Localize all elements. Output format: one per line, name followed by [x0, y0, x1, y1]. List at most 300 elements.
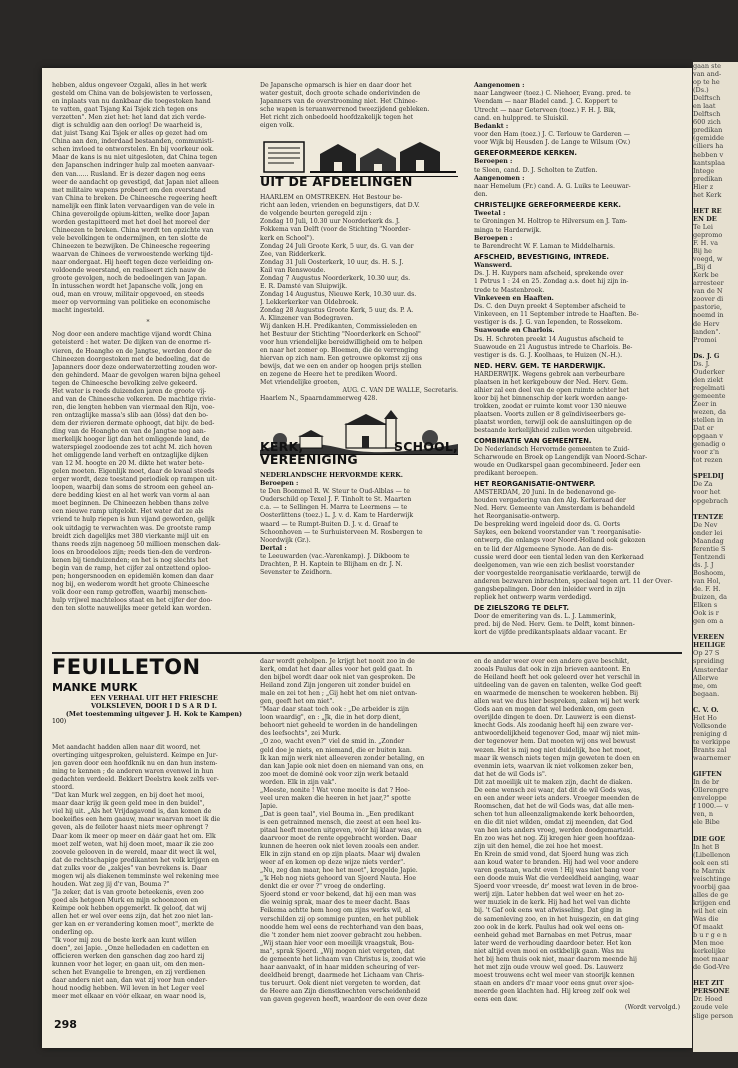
story-line: "Maar daar staat toch ook : „De arbeider is zijn [260, 706, 409, 714]
text-line: Sevenster te Zeidhorn. [260, 569, 332, 577]
edge-text-line: „Bij d [693, 263, 712, 272]
edge-text-line: Dat er [693, 424, 714, 433]
continued-note: (Wordt vervolgd.) [624, 1004, 680, 1012]
feuilleton-divider [52, 652, 682, 654]
story-line: „Dat is geen taal", viel Bouma in. „Een predikant [260, 810, 414, 818]
edge-text-line: van and- [693, 70, 722, 79]
edge-text-line: Ollerengre [693, 786, 729, 795]
text-line: Oosterlittens (toez.) L. J. v. d. Kam te Harderwijk [260, 512, 414, 520]
subsection-label: Beroepen : [474, 234, 513, 242]
kerk-beroepen-label: Beroepen : [260, 479, 299, 487]
text-line: Ouderschild op Texel J. F. Tinholt te St. Maarten [260, 496, 412, 504]
edge-text-line: Boshoom, [693, 568, 726, 577]
edge-text-line: Ds. J. [693, 359, 710, 368]
story-line: kunnen voor het leger, en gaan uit, om den men- [52, 961, 205, 969]
text-line: kenen bij tienduizenden; en het is nog slechts het [52, 556, 208, 564]
feuilleton-column-2 [260, 658, 466, 1004]
subsection-label: Tweetal : [474, 210, 506, 218]
text-line: den gehinderd. Maar de gevolgen waren bijna geheel [52, 371, 221, 379]
section-heading: AFSCHEID, BEVESTIGING, INTREDE. [474, 253, 609, 261]
story-line: later werd de verhouding daardoor beter. Het kon [474, 939, 632, 947]
story-line: goed als hetgeen Murk en mijn schoonzoon en [52, 896, 199, 904]
story-line: mogen wij als diakenen temminste wel rekening mee [52, 872, 219, 880]
edge-text-line: Of maakt [693, 923, 724, 932]
story-line: maar daar krijg ik geen geld mee in den buidel", [52, 800, 205, 808]
text-line: volk door een ramp getroffen, waarbij menschen- [52, 588, 208, 596]
text-line: met militaire wapens probeert om den overstand [52, 186, 206, 194]
story-line: knecht Gods. Als zoodanig heeft hij een zware ver- [474, 722, 634, 730]
edge-text-line: b u r g e n [693, 931, 727, 940]
text-line: Chineezen te bezwijken. De Chineesche regeering [52, 242, 211, 250]
story-line: geld doe je niets, en niemand, die er buiten kan. [260, 746, 412, 754]
edge-text-line: F. H. va [693, 239, 718, 248]
text-line: het Bestuur der Stichting "Noorderkerk en School" [260, 331, 421, 339]
text-line: te vatten, gaat Tsjang Kai Tsjek zich tegen ons [52, 106, 198, 114]
edge-text-line: stellen in [693, 416, 724, 425]
text-line: Utrecht — naar Geterveen (toez.) F. H. J. Bik, [474, 106, 616, 114]
text-line: oud, man en vrouw, militair opgevoed, en steeds [52, 291, 205, 299]
story-line: De eene wensch zei waar, dat dit de wil Gods was, [474, 786, 633, 794]
kerk-beroepen-text [260, 488, 458, 544]
edge-text-line: regelmati [693, 383, 725, 392]
text-line: Zondag 31 Juli Oosterkerk, 10 uur, ds. H. S. J. [260, 258, 404, 266]
text-line: minga te Harderwijk. [474, 226, 542, 234]
text-line: Fokkema van Delft (voor de Stichting "Noorder- [260, 226, 411, 234]
text-line: cussie werd door een tiental leden van den Kerkeraad [474, 553, 644, 561]
text-line: repliek het ontwerp warm verdedigd. [474, 593, 592, 601]
edge-text-line: tot rezen [693, 456, 723, 465]
story-line: des leefsochts", zei Murk. [260, 730, 342, 738]
page-number: 298 [54, 1018, 77, 1031]
text-line: den. [474, 191, 488, 198]
story-line: Heiland zond Zijn jongeren uit zonder buidel en [260, 682, 411, 690]
edge-text-line: reniging d [693, 729, 728, 738]
edge-text-line: voor z'n [693, 448, 720, 457]
story-line: overtinging uitgesproken, geluisterd. Keimpe en Jur- [52, 752, 218, 760]
text-line: worden gestapitteerd met het doel het moreel der [52, 218, 210, 226]
story-line: "Ja zeker, dat is van groote beteekenis, even zoo [52, 888, 204, 896]
story-line: Dit zat moeilijk uit te maken zijn, dacht de diaken. [474, 778, 633, 786]
edge-text-line: VEREEN [693, 633, 725, 642]
installment-number: 100) [52, 718, 67, 725]
text-line: anderen bezwaren inbrachten, speciaal tegen art. 11 der Over- [474, 577, 673, 585]
edge-text-line: gen om a [693, 617, 724, 626]
text-line: te Barendrecht W. F. Laman te Middelharnis. [474, 242, 615, 250]
text-line: moet beginnen. De Chineezen hebben thans zelve [52, 500, 209, 508]
text-line: gelen moeten. Eigenlijk moet, daar de kwaal steeds [52, 468, 215, 476]
text-line: te Groningen M. Holtrop te Hilversum en J. Tam- [474, 218, 628, 226]
subsection-label: Beroepen : [474, 158, 513, 166]
text-line: woude en Oudkarspel gaan gecombineerd. Jeder een [474, 462, 641, 470]
edge-text-line: van de N [693, 287, 723, 296]
story-line: antwoordelijkheid tegenover God, maar wij niet min- [474, 730, 641, 738]
story-line: eens een daw. [474, 995, 518, 1003]
text-line: dere bedding kiest en al het werk van vorm al aan [52, 492, 210, 500]
story-line: zooals Paulus dat ook in zijn brieven aantoont. En [474, 666, 631, 674]
text-line: voldoende weerstand, en realiseert zich nauw de [52, 267, 206, 275]
feuilleton-header [52, 656, 256, 726]
story-line: dan kan Japie ook niet doen en niemand van ons, en [260, 762, 424, 770]
text-line: Zondag 24 Juli Groote Kerk, 5 uur, ds. G. van der [260, 242, 414, 250]
edge-text-line: TENTZE [693, 512, 724, 521]
text-line: hiervan op zich nam. Een getrouwe opkomst zij ons [260, 355, 423, 363]
text-line: Drachten, P. H. Kaptein te Blijham en dr. J. N. [260, 561, 403, 569]
edge-text-line: begaan. [693, 689, 720, 698]
story-line: allen wat we dus hier bespreken, zaken wij het werk [474, 698, 640, 706]
kerk-dertal-text [260, 553, 458, 577]
story-line: loon waardig", en : „Jk, die in het dorp dient, [260, 714, 401, 722]
story-line: die 't zonder hem niet zoover gebracht zou hebben. [260, 931, 422, 939]
story-line: eenheid gehad met Barnabas en met Petrus, maar [474, 931, 632, 939]
story-line: viel hij uit. „Als het Vrijdagavond is, dan komen de [52, 808, 212, 816]
edge-text-line: gemeente [693, 391, 726, 400]
story-line: aan koud water te branden. Hij had wel voor andere [474, 859, 639, 867]
story-line: niet altijd even mooi en ostkbelijk gaan. Was nu [474, 947, 624, 955]
edge-text-line: voegd, w [693, 255, 723, 264]
text-line: houden vergadering van den Alg. Kerkeraad der [474, 497, 626, 505]
section-divider: * [146, 319, 150, 327]
text-line: breidt zich dagelijks met 380 vierkante mijl uit en [52, 532, 209, 540]
story-line: staan en anders d'r maar voor eens gnut over sjoe- [474, 979, 634, 987]
text-line: van China te breken. De Chineesche regeering heeft [52, 194, 218, 202]
text-line: ook uitdagig te verwachten was. De grootste ramp [52, 524, 212, 532]
text-line: kort de vijfde predikantsplaats aldaar vacant. Er [474, 628, 627, 636]
edge-text-line: De Nev [693, 520, 718, 529]
story-line: gen, geeft het om niet". [260, 698, 335, 706]
edge-text-line: Bij he [693, 247, 712, 256]
text-line: den Japanschen indringer hulp zal moeten aanvaar- [52, 162, 215, 170]
text-line: 1 Petrus 1 : 24 en 25. Zondag a.s. doet hij zijn in- [474, 278, 629, 286]
story-line: en die dit niet wilden, omdat zij meenden, dat God [474, 818, 633, 826]
column-1 [52, 82, 244, 613]
edge-text-line: C. V. O. [693, 705, 719, 714]
edge-text-line: op te he [693, 78, 720, 87]
story-line: van hen iets anders vroeg, werden doodgemarteld. [474, 826, 635, 834]
afdeelingen-text [260, 194, 458, 387]
text-line: en te lid der Algemeene Synode. Aan de dis- [474, 545, 613, 553]
text-line: kerk en School"). [260, 234, 315, 242]
story-line: de samenleving zoo, en in het huisgezin, en dat ging [474, 915, 639, 923]
story-line: daar anders niet aan, dan wat zij voor hun onder- [52, 977, 208, 985]
edge-text-line: Ouderker [693, 367, 725, 376]
text-line: te Sleen, cand. D. J. Scholten te Zutfen. [474, 166, 598, 174]
edge-text-line [693, 505, 738, 513]
story-line: Ik kan mijn werk niet alleeveren zonder betaling, en [260, 754, 425, 762]
text-line: geteisterd : het water. De dijken van de enorme ri- [52, 339, 211, 347]
text-line: pen; hongersnooden en epidemiën komen dan daar [52, 572, 214, 580]
story-line: en een ander weer iets anders. Vroeger meenden de [474, 794, 640, 802]
story-line: houd noodig hebben. Wil leven in het Leger veel [52, 985, 205, 993]
story-line: die weinig sprak, maar des te meer dacht. Baas [260, 899, 410, 907]
text-line: De Nederlandsch Hervormde gemeenten te Zuid- [474, 446, 630, 454]
edge-text-line: predikan [693, 174, 723, 183]
story-line: bij. 't Gaf ook eens wat afwisseling. Dat ging in [474, 907, 622, 915]
text-line: Chineezen te breken. China wordt ten opzichte van [52, 226, 214, 234]
column-3 [474, 82, 680, 637]
edge-text-line: ds. J. J [693, 560, 714, 569]
story-line: "Ik voor mij zou de beste kerk aan kunt willen [52, 937, 197, 945]
story-line: gedachten verdeeld. Bekkert Deelstra keek zelfs ver- [52, 776, 219, 784]
story-subtitle-2: VOLKSLEVEN, DOOR I D S A R D I. [91, 702, 217, 710]
text-line: Kail van Renswoude. [260, 266, 326, 274]
edge-text-line: gaan ste [693, 62, 721, 70]
text-line: AMSTERDAM, 20 Juni. In de bedenavond ge- [474, 489, 616, 497]
edge-text-line: Te Lei [693, 222, 713, 231]
story-line: geven, als de feiloter haast niets meer ophrengt ? [52, 824, 209, 832]
story-line: werij zijn. Later hebben dat wel weer en het zo- [474, 891, 625, 899]
story-line: allen het er wel over eens zijn, dat het zoo niet lan- [52, 912, 213, 920]
edge-text-line: voor het [693, 488, 721, 497]
story-line: deeldheid brengt, daarmede het Lichaam van Chris- [260, 971, 425, 979]
edge-text-line: Het Ho [693, 713, 717, 722]
edge-text-line: van Hol, [693, 577, 721, 585]
text-line: J. Lekkerkerker van Oldebroek. [260, 298, 359, 306]
story-line: de Heere aan Zijn dienstknechten verscheidenheid [260, 987, 421, 995]
text-line: cand. en hulppred. te Sluiskil. [474, 114, 569, 122]
afdeelingen-banner [260, 136, 458, 188]
story-line: Roomschen, dat het de wil Gods was, dat alle men- [474, 802, 635, 810]
story-line: Met aandacht hadden allen naar dit woord, net [52, 744, 201, 751]
edge-text-line: buizen, da [693, 593, 728, 602]
edge-text-line [693, 762, 738, 770]
adjacent-page-edge [693, 62, 738, 1052]
text-line: vieren, de Hoangho en de Jangtse, werden door de [52, 347, 212, 355]
subsection-label: Aangenomen : [474, 82, 525, 89]
text-line: predikant beroepen. [474, 470, 538, 478]
text-line: een nieuwe ramp uitgelokt. Het water dat ze als [52, 508, 204, 516]
text-line: plaatst worden, terwijl ook de aansluitingen op de [474, 418, 632, 426]
edge-text-line: de. F. H. [693, 585, 721, 594]
edge-text-line: me, om [693, 681, 718, 690]
text-line: HAARLEM en OMSTREKEN. Het Bestour be- [260, 194, 403, 202]
edge-text-line: wil het ein [693, 906, 728, 915]
text-line: digt is schuldig aan den oorlog! De waarheid is, [52, 122, 203, 130]
edge-text-line: voorbij gaa [693, 882, 730, 891]
text-line: Het water is reeds duizenden jaren de groote vij- [52, 387, 207, 395]
text-line: begin van de ramp, het cijfer zal ontzettend oploo- [52, 564, 211, 572]
story-line: houden. Wat zeg jij d'r van, Bouma ?" [52, 880, 170, 888]
edge-text-line: en laat [693, 102, 716, 111]
story-line: "Dat kan Murk wel zeggen, en bij doet het mooi, [52, 792, 205, 800]
text-line: erger wordt, deze toestand periodiek op rampen uit- [52, 476, 218, 484]
edge-text-line: Dr. Hoed [693, 995, 723, 1004]
text-line: namelijk een flink laten vervaardigen van de vele in [52, 202, 215, 210]
text-line: vele bevolkingen te ondermijnen, en ten slotte de [52, 234, 208, 242]
section-heading: CHRISTELIJKE GEREFORMEERDE KERK. [474, 201, 621, 210]
text-line: China geveroilgde opium-kitten, welke door Japan [52, 210, 210, 218]
text-line: Zondag 7 Augustus Noorderkerk, 10.30 uur, ds. [260, 274, 411, 282]
story-line: „Nu, zeg dan maar, hoe het moet", krogelde Japie. [260, 867, 418, 875]
text-line: verzetten". Men ziet het: het land dat zich verde- [52, 114, 207, 122]
text-line: plaatsen in het kerkgebouw der Ned. Herv. Gem. [474, 378, 628, 386]
text-line: Ds. J. H. Kuypers nam afscheid, sprekende over [474, 270, 624, 278]
story-line: kerk, omdat het daar alles voor het geld gaat. In [260, 666, 413, 674]
text-line: Zondag 28 Augustus Groote Kerk, 5 uur, ds. P. A. [260, 306, 414, 314]
story-line: ma", sprak Sjoerd. „Wij mogen niet vergeten, dat [260, 947, 415, 955]
story-line: der tegenover hem. Dat moeten wij ons wel bewust [474, 738, 636, 746]
text-line: plaatsen. Voorts zullen er 8 geïndiviseerbers ge- [474, 410, 626, 418]
story-line: male en zei tot hen ; „Gij hebt het om niet ontvan- [260, 690, 418, 698]
edge-text-line: Zeer in [693, 399, 717, 408]
story-line: wer muziek in de kerk. Hij had het wel van dichte [474, 899, 631, 907]
text-line: hulp vrijwel machteloos staat en het cijfer der doo- [52, 596, 213, 604]
text-line: hebben, aldus ongeveer Ozgaki, alles in het werk [52, 82, 207, 89]
text-line: macht ingesteld. [52, 307, 105, 315]
text-line: c.a. — te Sellingen H. Marra te Leermens — te [260, 504, 408, 512]
text-line: richt aan leden, vrienden en begunstigers, dat D.V. [260, 202, 420, 210]
edge-text-line: zoude vele [693, 1003, 729, 1012]
feuilleton-title: FEUILLETON [52, 655, 201, 679]
edge-text-line: moet maar [693, 955, 729, 964]
story-line: Daar kom ik meer op meer en dáár gaat het om. Elk [52, 832, 216, 840]
text-line: dat juist Tsang Kai Tsjek er alles op gezet had om [52, 130, 208, 138]
story-line: Japie. [260, 802, 278, 810]
subsection-label: Suawoude en Charlois. [474, 327, 555, 335]
edge-text-line: Allerwe [693, 673, 719, 682]
story-line: Sjoerd stond er voor bekend, dat hij een man was [260, 891, 416, 899]
story-line: dat het de wil Gods is". [474, 770, 547, 778]
kerk-banner [260, 410, 458, 466]
story-line: denkt die er over ?" vroeg de onderling. [260, 883, 386, 891]
kerk-heading: KERK, SCHOOL, VEREENIGING [260, 438, 458, 467]
text-line: tegen de Chineesche bevolking zelve gekeerd. [52, 379, 198, 387]
story-line: meer met elkaar en vóór elkaar, en waar nood is, [52, 993, 206, 1001]
story-line: en waarmede de menschen te woekeren hebben. Bij [474, 690, 639, 698]
text-line: Zee, van Ridderkerk. [260, 250, 326, 258]
text-line: de volgende beurten geregeld zijn : [260, 210, 372, 218]
story-title: MANKE MURK [52, 681, 138, 694]
edge-text-line: Op 27 S [693, 649, 720, 658]
text-line: A. Klinzener van Bodegraven. [260, 314, 354, 322]
edge-text-line: ciliers ha [693, 142, 724, 151]
text-line: Maar de kans is nu niet uitgesloten, dat China tegen [52, 154, 218, 162]
edge-text-line: Tentzendi [693, 552, 726, 561]
text-line: merkelijk hooger ligt dan het omliggende land, de [52, 436, 210, 444]
story-line: en de ander weer over een andere gave beschikt, [474, 658, 630, 665]
text-line: naar Hemelum (Fr.) cand. A. G. Luiks te Leeuwar- [474, 182, 631, 190]
kerk-dertal-label: Dertal : [260, 544, 287, 552]
story-line: schen tot hun alleenzaligmakende kerk behoorden, [474, 810, 635, 818]
edge-text-line: onder lei [693, 528, 723, 537]
story-line: is een getrainned mensch, die zeest at een heel ku- [260, 818, 422, 826]
text-line: Zondag 10 Juli, 10.30 uur Noorderkerk ds. J. [260, 218, 400, 226]
edge-text-line: wezen, da [693, 408, 727, 417]
text-line: water gestuit, doch groote schade onderivinden de [260, 90, 421, 98]
text-line: Noordwijk (Gr.). [260, 536, 311, 544]
edge-text-line: Brants zal [693, 745, 727, 754]
afdeelingen-signature: AUG. C. VAN DE WALLE, Secretaris. [342, 387, 458, 395]
text-line: trokken, zoodat er ruimte komt voor 130 nieuwe [474, 402, 627, 410]
text-line: en zegene de Heere het te prediken Woord. [260, 371, 398, 379]
text-line: Chineezen doorgestoken met de bedoeling, dat de [52, 355, 210, 363]
text-line: van 12 M. hoogte en 20 M. dikte het water bete- [52, 460, 205, 468]
edge-text-line: HEILIGE [693, 641, 726, 650]
edge-text-line: krijgen end [693, 898, 731, 907]
text-line: Ned. Herv. Gemeente van Amsterdam is behandeld [474, 505, 635, 513]
edge-text-line: enveloppe [693, 794, 727, 803]
edge-text-line [693, 971, 738, 979]
text-line: De bespreking werd ingeleid door ds. G. Oorts [474, 521, 621, 529]
text-line: Zondag 14 Augustus, Nieuwe Kerk, 10.30 uur. ds. [260, 290, 417, 298]
edge-text-line: Volksonde [693, 721, 727, 730]
story-line: Sjoerd voor vreesde, dr' moest wat leven in de broe- [474, 883, 639, 891]
text-line: groote gevolgen, noch de bedoelingen van Japan. [52, 275, 207, 283]
edge-text-line: noemd in [693, 311, 724, 320]
story-line: zoo moet de dominé ook voor zijn werk betaald [260, 770, 409, 778]
feuilleton-column-1 [52, 744, 256, 1002]
text-line: en inplaats van nu dankbaar die toegestoken hand [52, 98, 211, 106]
text-line: deelgenomen, van wie een zich beslist voorstander [474, 561, 635, 569]
text-line: het omliggende land verheft en ontzaglijke dijken [52, 452, 209, 460]
story-line: Feikema achtte hem hoog om zijns werks wil, al [260, 907, 411, 915]
edge-text-line: de Herv [693, 319, 720, 328]
story-line: den bijbel wordt daar ook niet van gesproken. De [260, 674, 416, 682]
text-line: loopen, waarbij dan soms de stroom een geheel an- [52, 484, 214, 492]
story-line: het met zijn oude vrouw wel goed. Ds. Lauwerz [474, 963, 624, 971]
text-line: vestiger is ds. J. G. van Iependen, te Rossekom. [474, 319, 623, 327]
edge-text-line: veischtinge [693, 874, 731, 883]
text-line: Veendam — naar Bladel cand. J. C. Koppert te [474, 98, 618, 106]
edge-text-line: het Kerk [693, 190, 722, 199]
story-line: jen gaven door een hoofdknik nu en dan hun instem- [52, 760, 218, 768]
story-line: haar aanvaakt, of in haar midden scheuring of ver- [260, 963, 420, 971]
edge-text-line: Kerk be [693, 271, 719, 280]
subsection-label: Wanswerd. [474, 262, 513, 269]
story-line: stoord. [52, 784, 74, 792]
edge-text-line [693, 625, 738, 633]
edge-text-line: den ziekt [693, 375, 724, 384]
text-line: eigen volk. [260, 122, 295, 130]
story-line: evenmin iets, waarvan ik niet volkomen zeker ben, [474, 762, 634, 770]
edge-text-line: slige person [693, 1011, 734, 1020]
afdeelingen-heading: UIT DE AFDEELINGEN [260, 174, 413, 190]
story-line: „Wij staan hier voor een moeilijk vraagstuk, Bou- [260, 939, 415, 947]
text-line: waarvan de Chinees de verwoestende werking tijd- [52, 250, 213, 258]
text-line: Ds. C. den Duyn preekt 4 September afscheid te [474, 302, 626, 310]
text-line: schen invloed te ontworstelen. En bij voorkeur ook. [52, 146, 214, 154]
text-line: ren ontzaglijke massa's slib aan (löss) dat den bo- [52, 411, 209, 419]
edge-text-line: landen". [693, 327, 721, 336]
story-line: En Krein de smid vond, dat Sjoerd hung was zich [474, 851, 629, 859]
text-line: Met vriendelijke groeten, [260, 379, 340, 387]
afdeelingen-address: Haarlem N., Spaarndammerweg 428. [260, 395, 378, 403]
story-line: daar wordt geholpen. Je krijgt het nooit zoo in de [260, 658, 415, 665]
subsection-label: Bedankt : [474, 122, 509, 130]
story-line: de Heiland heeft het ook geleerd over het verschil in [474, 674, 640, 682]
story-line: dat de rechtschapige predikanten het volk krijgen en [52, 856, 219, 864]
edge-text-line: te Marnix [693, 866, 726, 875]
edge-text-line: HET RE [693, 206, 722, 215]
feuilleton-column-3-text [474, 658, 680, 1004]
text-line: en naar het zomer op. Bloemen, die de verrenging [260, 347, 419, 355]
text-line: Wij danken H.H. Predikanten, Commissieleden en [260, 323, 418, 331]
story-line: „'k Heb nog niets gehoord van Sjoerd Nauta. Hoe [260, 875, 416, 883]
edge-text-line: waarnemer [693, 754, 731, 763]
text-line: sche wapen is teruanwerrenod tweezijdend gebleken. [260, 106, 430, 114]
text-line: dem der rivieren dermate ophoogt, dat bijv. de bed- [52, 419, 215, 427]
text-line: Japanners van de overstrooming niet. Het Chinee- [260, 98, 418, 106]
story-line: uitdeeling van de gaven en talenten, welke God geeft [474, 682, 642, 690]
text-line: vestiger is ds. G. J. Koolhaas, te Huizen (N.-H.). [474, 351, 623, 359]
edge-text-line: hebben v [693, 150, 724, 159]
text-line: waterspiegel zoodoende zes tot acht M. zich hoven [52, 444, 213, 452]
story-line: Keimpe ook hebben opgemerkt. Ik geloof, dat wij [52, 904, 207, 912]
section-heading: COMBINATIE VAN GEMEENTEN. [474, 437, 592, 446]
edge-text-line: genadig o [693, 440, 726, 449]
text-line: trede te Mastenbroek. [474, 286, 545, 294]
edge-text-line: Delftsch [693, 110, 721, 119]
kerk-section-heading: NEDERLANDSCHE HERVORMDE KERK. [260, 471, 403, 479]
